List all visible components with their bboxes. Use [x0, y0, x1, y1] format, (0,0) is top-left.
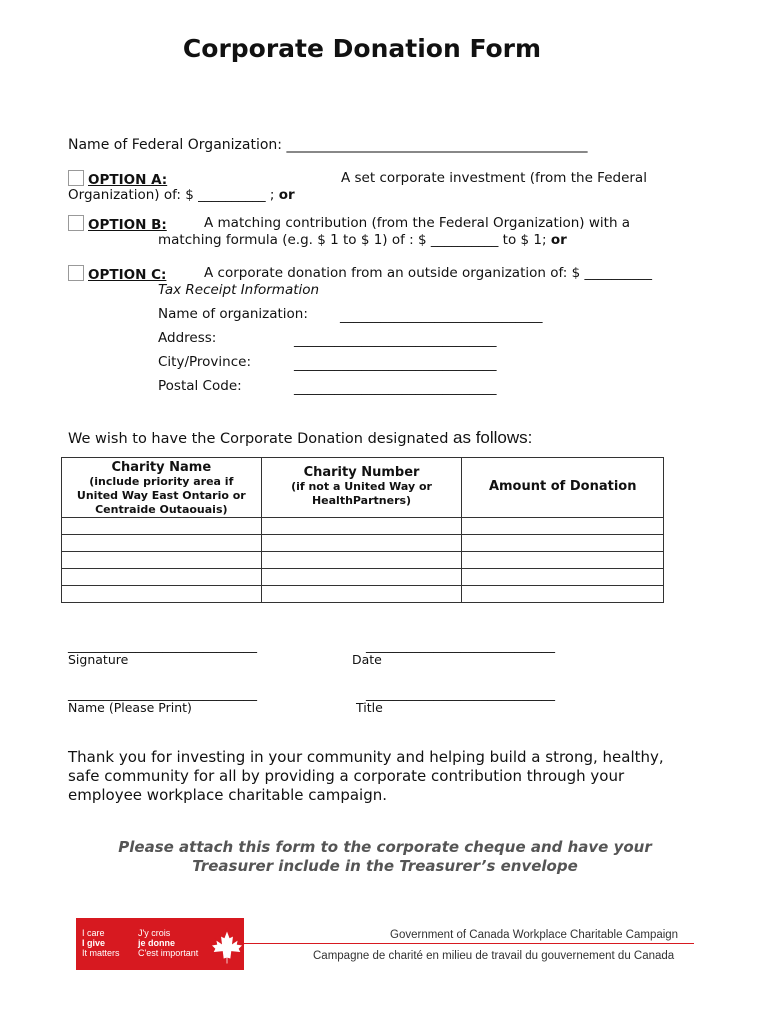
tax-city-field[interactable]: ______________________________ [294, 356, 497, 372]
print-name-label: Name (Please Print) [68, 700, 192, 715]
tax-address-field[interactable]: ______________________________ [294, 332, 497, 348]
print-name-field[interactable]: ____________________________ [68, 686, 257, 702]
option-a-text: A set corporate investment (from the Federal [341, 170, 647, 186]
option-c [68, 265, 166, 283]
option-b-amount[interactable]: matching formula (e.g. $ 1 to $ 1) of : $ __________ to $ 1; or [158, 232, 567, 248]
charity-name-header: Charity Name (include priority area if United Way East Ontario or Centraide Outaouais) [62, 458, 262, 518]
charity-name-cell[interactable] [62, 535, 262, 552]
signature-label: Signature [68, 652, 129, 667]
charity-number-cell[interactable] [261, 569, 462, 586]
option-c-text[interactable]: A corporate donation from an outside organization of: $ __________ [204, 265, 652, 281]
thank-you-text: Thank you for investing in your community and helping build a strong, healthy, safe community for all by providing a corporate contribution through your employee workplace charitable campaign. [68, 748, 664, 804]
option-b [68, 215, 167, 233]
campaign-logo: I care I give It matters J'y crois je donne C'est important [76, 918, 244, 970]
tax-address-label: Address: [158, 330, 217, 346]
charity-name-cell[interactable] [62, 518, 262, 535]
charity-number-cell[interactable] [261, 552, 462, 569]
tax-postal-label: Postal Code: [158, 378, 242, 394]
maple-leaf-icon [208, 928, 246, 966]
charity-number-cell[interactable] [261, 586, 462, 603]
option-a [68, 170, 167, 188]
signature-field[interactable]: ____________________________ [68, 638, 257, 654]
option-a-checkbox[interactable] [68, 170, 84, 186]
charity-name-cell[interactable] [62, 569, 262, 586]
tax-receipt-heading: Tax Receipt Information [158, 282, 320, 298]
tax-name-label: Name of organization: [158, 306, 308, 322]
amount-cell[interactable] [462, 552, 664, 569]
campaign-name-en: Government of Canada Workplace Charitable Campaign [390, 929, 679, 941]
tax-name-field[interactable]: ______________________________ [340, 308, 543, 324]
option-a-amount[interactable]: Organization) of: $ __________ ; or [68, 187, 295, 203]
federal-org-name-field[interactable]: Name of Federal Organization: ___________________________________________ [68, 137, 588, 153]
amount-header: Amount of Donation [462, 458, 664, 518]
date-field[interactable]: ____________________________ [366, 638, 555, 654]
table-row [62, 552, 664, 569]
table-row [62, 518, 664, 535]
table-row [62, 586, 664, 603]
footer-divider [244, 943, 694, 944]
option-a-label: OPTION A: [88, 172, 168, 188]
amount-cell[interactable] [462, 518, 664, 535]
page-title: Corporate Donation Form [182, 34, 542, 63]
option-b-text: A matching contribution (from the Federal Organization) with a [204, 215, 631, 231]
charity-name-cell[interactable] [62, 552, 262, 569]
charity-number-header: Charity Number (if not a United Way or HealthPartners) [261, 458, 462, 518]
attach-note: Please attach this form to the corporate cheque and have your Treasurer include in the Treasurer’s envelope [118, 838, 652, 875]
tax-postal-field[interactable]: ______________________________ [294, 380, 497, 396]
option-c-label: OPTION C: [88, 267, 167, 283]
charity-number-cell[interactable] [261, 518, 462, 535]
title-field[interactable]: ____________________________ [366, 686, 555, 702]
option-c-checkbox[interactable] [68, 265, 84, 281]
campaign-name-fr: Campagne de charité en milieu de travail du gouvernement du Canada [313, 950, 675, 962]
table-row [62, 569, 664, 586]
option-b-label: OPTION B: [88, 217, 167, 233]
table-header-row [62, 458, 664, 518]
charity-number-cell[interactable] [261, 535, 462, 552]
option-b-checkbox[interactable] [68, 215, 84, 231]
table-row [62, 535, 664, 552]
amount-cell[interactable] [462, 586, 664, 603]
title-label: Title [356, 700, 383, 715]
date-label: Date [352, 652, 382, 667]
amount-cell[interactable] [462, 535, 664, 552]
amount-cell[interactable] [462, 569, 664, 586]
designation-text: We wish to have the Corporate Donation designated as follows: [68, 428, 533, 447]
tax-city-label: City/Province: [158, 354, 251, 370]
donation-table [61, 457, 664, 603]
charity-name-cell[interactable] [62, 586, 262, 603]
